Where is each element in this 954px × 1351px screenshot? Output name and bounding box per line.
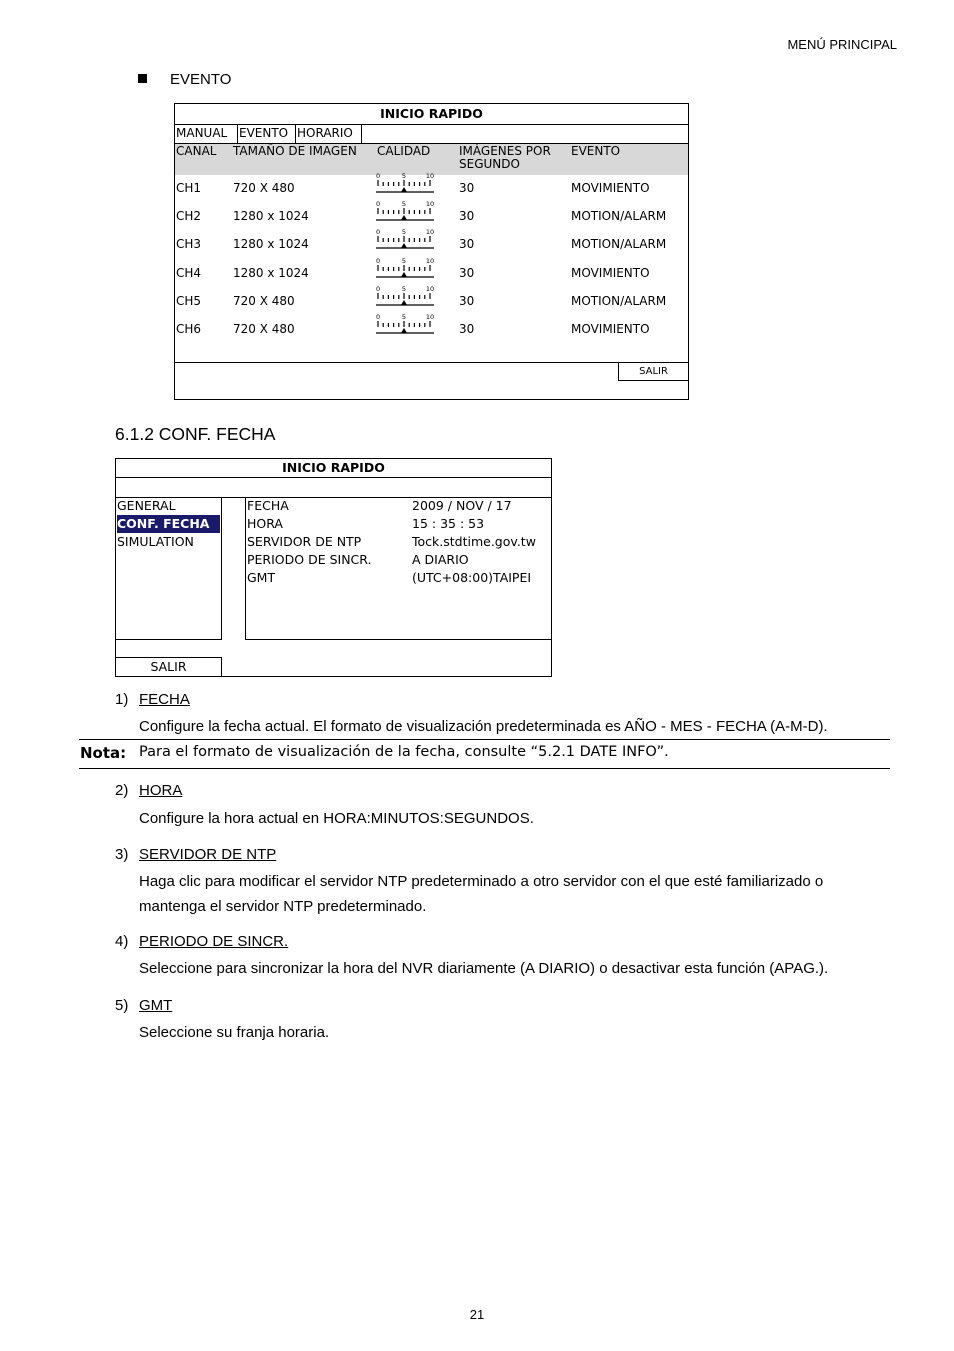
fps-cell[interactable]: 30 bbox=[459, 293, 475, 308]
slider-tick-label: 0 bbox=[376, 200, 381, 209]
slider-tick-label: 0 bbox=[376, 284, 381, 293]
page-number: 21 bbox=[469, 1307, 485, 1322]
slider-tick-label: 0 bbox=[376, 228, 381, 237]
event-cell[interactable]: MOTION/ALARM bbox=[571, 237, 667, 252]
channel-cell: CH3 bbox=[176, 237, 202, 252]
image-size-cell[interactable]: 720 X 480 bbox=[233, 293, 295, 308]
col-tamano: TAMAÑO DE IMAGEN bbox=[233, 144, 357, 158]
quality-slider[interactable] bbox=[376, 172, 434, 199]
settings-menu bbox=[116, 497, 222, 640]
item-number: 5) bbox=[115, 997, 129, 1014]
event-cell[interactable]: MOVIMIENTO bbox=[571, 181, 650, 195]
fps-cell[interactable]: 30 bbox=[459, 265, 475, 280]
slider-handle-icon bbox=[401, 300, 407, 305]
field-label: GMT bbox=[247, 570, 276, 585]
quick-start-event-panel bbox=[174, 103, 689, 400]
item-title-sync: PERIODO DE SINCR. bbox=[139, 933, 289, 950]
note-box bbox=[79, 739, 890, 769]
field-label: PERIODO DE SINCR. bbox=[247, 552, 372, 567]
field-label: FECHA bbox=[247, 498, 289, 513]
field-fecha[interactable] bbox=[247, 497, 551, 515]
item-number: 1) bbox=[115, 691, 129, 708]
fps-cell[interactable]: 30 bbox=[459, 209, 475, 224]
fps-cell[interactable]: 30 bbox=[459, 322, 475, 336]
slider-tick-label: 5 bbox=[401, 172, 407, 180]
fps-cell[interactable]: 30 bbox=[459, 237, 475, 252]
channel-cell: CH5 bbox=[176, 293, 202, 308]
column-header-row bbox=[175, 144, 688, 175]
exit-button[interactable]: SALIR bbox=[116, 657, 222, 676]
item-text: Configure la fecha actual. El formato de visualización predeterminada es AÑO - MES - FECHA (A-M-D). bbox=[139, 718, 828, 735]
field-gmt[interactable] bbox=[247, 569, 551, 587]
slider-handle-icon bbox=[401, 243, 407, 248]
quality-slider[interactable] bbox=[376, 200, 434, 227]
tab-bar bbox=[175, 125, 688, 144]
image-size-cell[interactable]: 1280 x 1024 bbox=[233, 209, 309, 224]
tab-manual[interactable]: MANUAL bbox=[175, 125, 238, 143]
channel-cell: CH6 bbox=[176, 322, 202, 336]
slider-handle-icon bbox=[401, 272, 407, 277]
col-evento: EVENTO bbox=[571, 144, 621, 158]
image-size-cell[interactable]: 720 X 480 bbox=[233, 181, 295, 195]
image-size-cell[interactable]: 1280 x 1024 bbox=[233, 265, 309, 280]
field-value[interactable]: 15 : 35 : 53 bbox=[412, 516, 485, 531]
field-label: SERVIDOR DE NTP bbox=[247, 534, 362, 549]
item-text: Configure la hora actual en HORA:MINUTOS:SEGUNDOS. bbox=[139, 810, 534, 827]
slider-tick-label: 5 bbox=[401, 256, 407, 265]
image-size-cell[interactable]: 720 X 480 bbox=[233, 322, 295, 336]
col-canal: CANAL bbox=[176, 144, 217, 158]
slider-tick-label: 5 bbox=[401, 200, 407, 209]
slider-tick-label: 10 bbox=[425, 284, 434, 293]
menu-item-conf-fecha[interactable]: CONF. FECHA bbox=[117, 515, 220, 533]
col-calidad: CALIDAD bbox=[377, 144, 431, 158]
fps-cell[interactable]: 30 bbox=[459, 181, 475, 195]
channel-cell: CH4 bbox=[176, 265, 202, 280]
quality-slider[interactable] bbox=[376, 257, 434, 284]
slider-tick-label: 0 bbox=[376, 172, 381, 180]
slider-tick-label: 5 bbox=[401, 313, 407, 321]
item-number: 4) bbox=[115, 933, 129, 950]
tab-evento[interactable]: EVENTO bbox=[238, 125, 296, 143]
field-hora[interactable] bbox=[247, 515, 551, 533]
quality-slider[interactable] bbox=[376, 228, 434, 255]
exit-button[interactable]: SALIR bbox=[618, 363, 688, 381]
table-row bbox=[175, 313, 688, 350]
channel-cell: CH2 bbox=[176, 209, 202, 224]
item-number: 2) bbox=[115, 782, 129, 799]
tab-horario[interactable]: HORARIO bbox=[296, 125, 362, 143]
slider-handle-icon bbox=[401, 215, 407, 220]
field-ntp-server[interactable] bbox=[247, 533, 551, 551]
item-number: 3) bbox=[115, 846, 129, 863]
section-title: 6.1.2 CONF. FECHA bbox=[115, 424, 276, 444]
item-title-hora: HORA bbox=[139, 782, 183, 799]
menu-item-simulation[interactable]: SIMULATION bbox=[117, 534, 194, 549]
panel-title: INICIO RAPIDO bbox=[116, 459, 551, 478]
slider-handle-icon bbox=[401, 328, 407, 333]
slider-tick-label: 0 bbox=[376, 313, 381, 321]
slider-tick-label: 10 bbox=[425, 172, 434, 180]
event-cell[interactable]: MOVIMIENTO bbox=[571, 322, 650, 336]
item-title-ntp: SERVIDOR DE NTP bbox=[139, 846, 277, 863]
field-sync-period[interactable] bbox=[247, 551, 551, 569]
slider-tick-label: 10 bbox=[425, 200, 434, 209]
item-title-fecha: FECHA bbox=[139, 691, 190, 708]
item-text: Haga clic para modificar el servidor NTP predeterminado a otro servidor con el que esté familiarizado o bbox=[139, 873, 824, 890]
image-size-cell[interactable]: 1280 x 1024 bbox=[233, 237, 309, 252]
col-ips: IMÁGENES POR SEGUNDO bbox=[459, 144, 551, 171]
channel-cell: CH1 bbox=[176, 181, 202, 195]
event-cell[interactable]: MOTION/ALARM bbox=[571, 209, 667, 224]
item-text: mantenga el servidor NTP predeterminado. bbox=[139, 898, 427, 915]
slider-tick-label: 5 bbox=[401, 284, 407, 293]
quick-start-date-panel bbox=[115, 458, 552, 677]
slider-tick-label: 0 bbox=[376, 256, 381, 265]
slider-handle-icon bbox=[401, 187, 407, 192]
slider-tick-label: 5 bbox=[401, 228, 407, 237]
slider-tick-label: 10 bbox=[425, 313, 434, 321]
event-cell[interactable]: MOVIMIENTO bbox=[571, 265, 650, 280]
menu-item-general[interactable]: GENERAL bbox=[117, 498, 176, 513]
field-value[interactable]: 2009 / NOV / 17 bbox=[412, 498, 512, 513]
quality-slider[interactable] bbox=[376, 285, 434, 312]
item-text: Seleccione su franja horaria. bbox=[139, 1024, 330, 1041]
running-header: MENÚ PRINCIPAL bbox=[787, 37, 897, 52]
quality-slider[interactable] bbox=[376, 313, 434, 340]
panel-footer-divider bbox=[175, 362, 688, 363]
note-label: Nota: bbox=[80, 744, 127, 762]
slider-tick-label: 10 bbox=[425, 256, 434, 265]
panel-title: INICIO RAPIDO bbox=[175, 104, 688, 125]
item-title-gmt: GMT bbox=[139, 997, 173, 1014]
field-value[interactable]: A DIARIO bbox=[412, 552, 469, 567]
field-value[interactable]: (UTC+08:00)TAIPEI bbox=[412, 570, 532, 585]
event-cell[interactable]: MOTION/ALARM bbox=[571, 293, 667, 308]
note-text: Para el formato de visualización de la fecha, consulte “5.2.1 DATE INFO”. bbox=[139, 744, 669, 760]
slider-tick-label: 10 bbox=[425, 228, 434, 237]
field-value[interactable]: Tock.stdtime.gov.tw bbox=[412, 534, 536, 549]
item-text: Seleccione para sincronizar la hora del NVR diariamente (A DIARIO) o desactivar esta función (APAG.). bbox=[139, 960, 829, 977]
date-settings-panel bbox=[245, 497, 551, 640]
square-bullet-icon bbox=[138, 74, 147, 83]
field-label: HORA bbox=[247, 516, 283, 531]
bullet-heading-evento: EVENTO bbox=[170, 71, 232, 88]
